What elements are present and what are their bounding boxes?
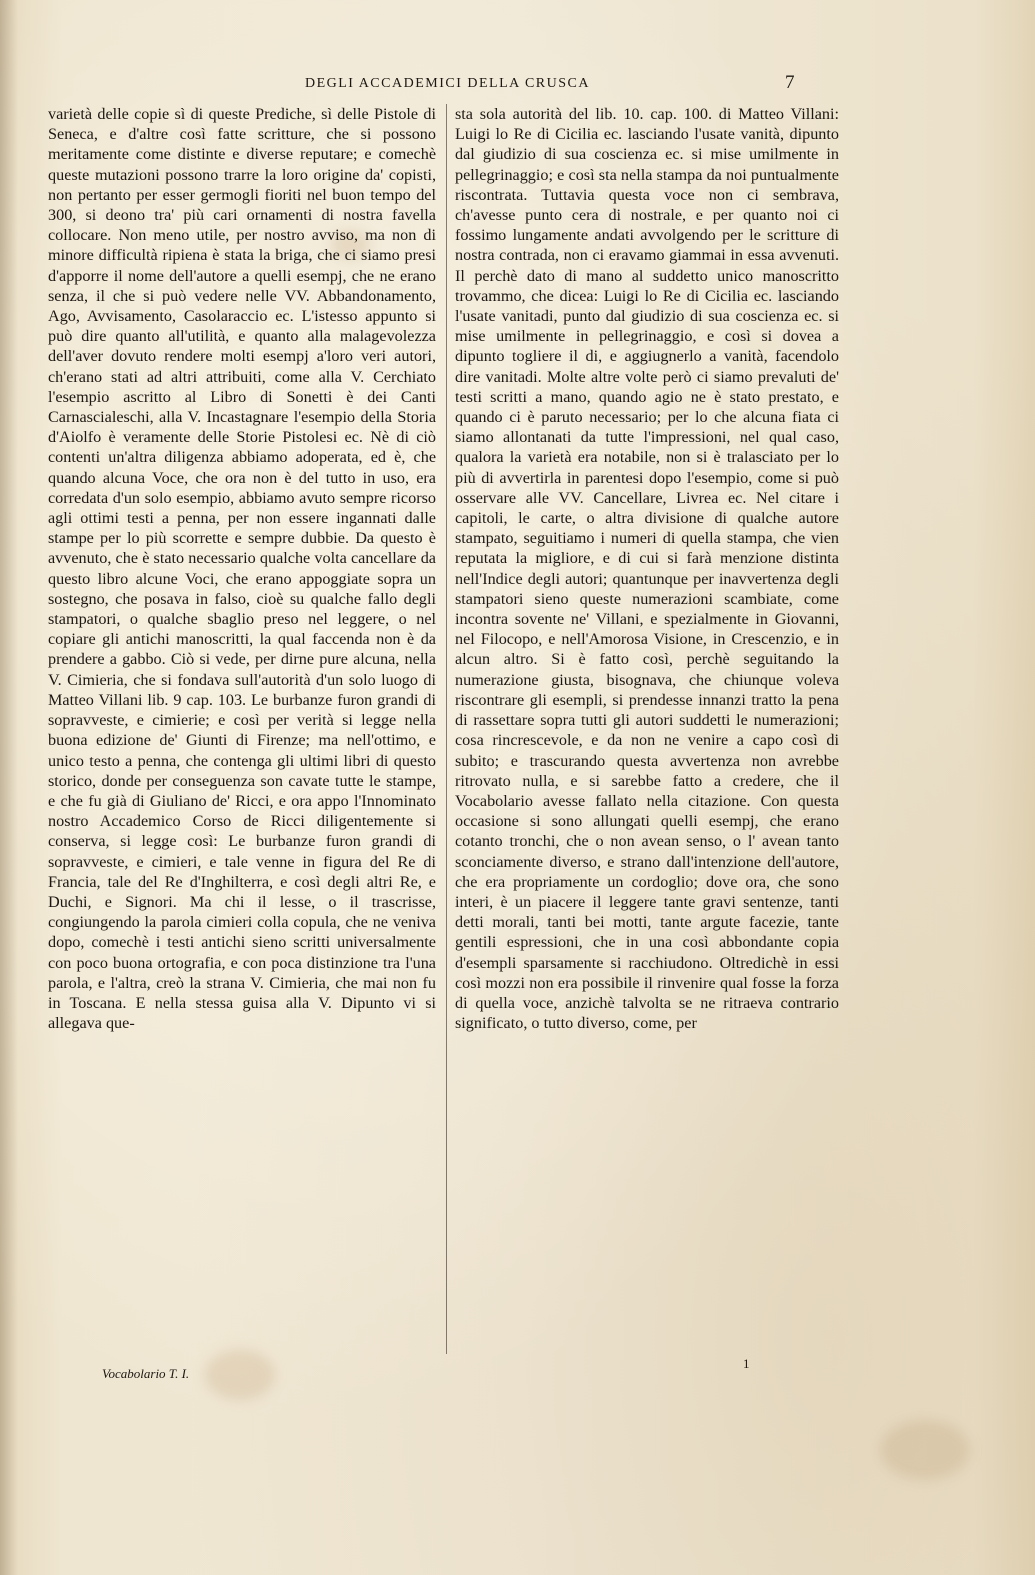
running-title: DEGLI ACCADEMICI DELLA CRUSCA (304, 76, 590, 91)
paper-stain (880, 1420, 970, 1480)
left-column (48, 104, 436, 1033)
paper-stain (205, 1350, 275, 1400)
signature-mark: 1 (743, 1356, 750, 1371)
right-column (455, 104, 839, 1033)
page-number: 7 (785, 72, 795, 93)
right-column-text: sta sola autorità del lib. 10. cap. 100. di Matteo Villani: Luigi lo Re di Cicilia ec. lasciando l'usate vanità, dipunto dal giudizio di sua coscienza ec. si mise umilmente in pellegrinaggio; e così sta nella stampa da noi puntualmente riscontrata. Tuttavia questa voce non ci sembrava, ch'avesse punto cera di nostrale, e per quanto noi ci fossimo lungamente andati avvolgendo per le scritture di nostra contrada, non ci eravamo giammai in essa avvenuti. Il perchè dato di mano al suddetto unico manoscritto trovammo, che dicea: Luigi lo Re di Cicilia ec. lasciando l'usate vanitadi, punto dal giudizio di sua coscienza ec. si mise umilmente in pellegrinaggio, e così si dovea a dipunto togliere il di, e aggiugnerlo a vanità, facendolo dire vanitadi. Molte altre volte però ci siamo prevaluti de' testi scritti a mano, quando agio ne è stato prestato, e quando ci è paruto necessario; per lo che alcuna fiata ci siamo allontanati da tutte l'impressioni, nel qual caso, qualora la varietà era notabile, non si è tralasciato per lo più di avvertirla in parentesi dopo l'esempio, come si può osservare alle VV. Cancellare, Livrea ec. Nel citare i capitoli, le carte, o altra divisione di qualche autore stampato, seguitiamo i numeri di quella stampa, che vien reputata la migliore, e di cui si farà menzione distinta nell'Indice degli autori; quantunque per inavvertenza degli stampatori sieno queste numerazioni scambiate, come incontra sovente ne' Villani, e spezialmente in Giovanni, nel Filocopo, e nell'Amorosa Visione, in Crescenzio, e in alcun altro. Si è fatto così, perchè seguitando la numerazione giusta, bisognava, che chiunque voleva riscontrare gli esempli, si prendesse innanzi tratto la pena di rassettare sopra tutti gli autori suddetti le numerazioni; cosa rincrescevole, e da non ne venire a capo così di subito; e trascurando questa avvertenza non avrebbe ritrovato nulla, e si sarebbe fatto a credere, che il Vocabolario avesse fallato nella citazione. Con questa occasione si sono allungati quelli esempj, che erano cotanto tronchi, che o non avean senso, o l' avean tanto sconciamente diverso, e strano dall'intenzione dell'autore, che era propriamente un cordoglio; dove ora, che sono interi, è un piacere il leggere tante gravi sentenze, tanti detti morali, tanti bei motti, tante argute facezie, tante gentili espressioni, che in una così abbondante copia d'esempli sparsamente si racchiudono. Oltredichè in essi così mozzi non era possibile il rinvenire qual fosse la forza di quella voce, anzichè talvolta se ne ritraeva contrario significato, o tutto diverso, come, per (455, 105, 839, 1033)
column-divider (446, 104, 447, 1354)
signature-line: Vocabolario T. I. (102, 1366, 190, 1381)
binding-shadow (0, 0, 18, 1575)
left-column-text: varietà delle copie sì di queste Prediche, sì delle Pistole di Seneca, e d'altre così fatte scritture, che si possono meritamente come distinte e diverse reputare; e comechè queste mutazioni possono trarre la loro origine da' copisti, non pertanto per esser germogli fioriti nel buon tempo del 300, si deono tra' più cari ornamenti di nostra favella collocare. Non meno utile, per nostro avviso, ma non di minore difficultà ripiena è stata la briga, che ci siamo presi d'apporre il nome dell'autore a quelli esempj, che ne erano senza, il che si può vedere nelle VV. Abbandonamento, Ago, Avvisamento, Casolaraccio ec. L'istesso appunto si può dire quanto all'utilità, e quanto alla malagevolezza dell'aver dovuto rendere molti esempj a'loro veri autori, ch'erano stati ad altri attribuiti, come alla V. Cerchiato l'esempio ascritto al Libro di Sonetti è dei Canti Carnascialeschi, alla V. Incastagnare l'esempio della Storia d'Aiolfo è veramente delle Storie Pistolesi ec. Nè di ciò contenti un'altra diligenza abbiamo adoperata, ed è, che quando alcuna Voce, che ora non è del tutto in uso, era corredata d'un solo esempio, abbiamo avuto sempre ricorso agli ottimi testi a penna, per non essere ingannati dalle stampe per lo più scorrette e sempre dubbie. Da questo è avvenuto, che è stato necessario qualche volta cancellare da questo libro alcune Voci, che erano appoggiate sopra un sostegno, che posava in falso, cioè su qualche fallo degli stampatori, o qualche sbaglio preso nel leggere, o nel copiare gli antichi manoscritti, la qual faccenda non è da prendere a gabbo. Ciò si vede, per dirne pure alcuna, nella V. Cimieria, che si fondava sull'autorità d'un solo luogo di Matteo Villani lib. 9 cap. 103. Le burbanze furon grandi di sopravveste, e cimierie; e così per verità si legge nella buona edizione de' Giunti di Firenze; ma nell'ottimo, e unico testo a penna, che contenga gli ultimi libri di questo storico, donde per conseguenza son cavate tutte le stampe, e che fu già di Giuliano de' Ricci, e ora appo l'Innominato nostro Accademico Corso de Ricci diligentemente si conserva, si legge così: Le burbanze furon grandi di sopravveste, e cimieri, e tale venne in figura del Re di Francia, tale del Re d'Inghilterra, e così degli altri Re, e Duchi, e Signori. Ma chi il lesse, o il trascrisse, congiungendo la parola cimieri colla copula, che ne veniva dopo, comechè i testi antichi sieno scritti universalmente con poco buona ortografia, e con poca distinzione tra l'una parola, e l'altra, creò la strana V. Cimieria, che mai non fu in Toscana. E nella stessa guisa alla V. Dipunto vi si allegava que- (48, 105, 436, 1033)
